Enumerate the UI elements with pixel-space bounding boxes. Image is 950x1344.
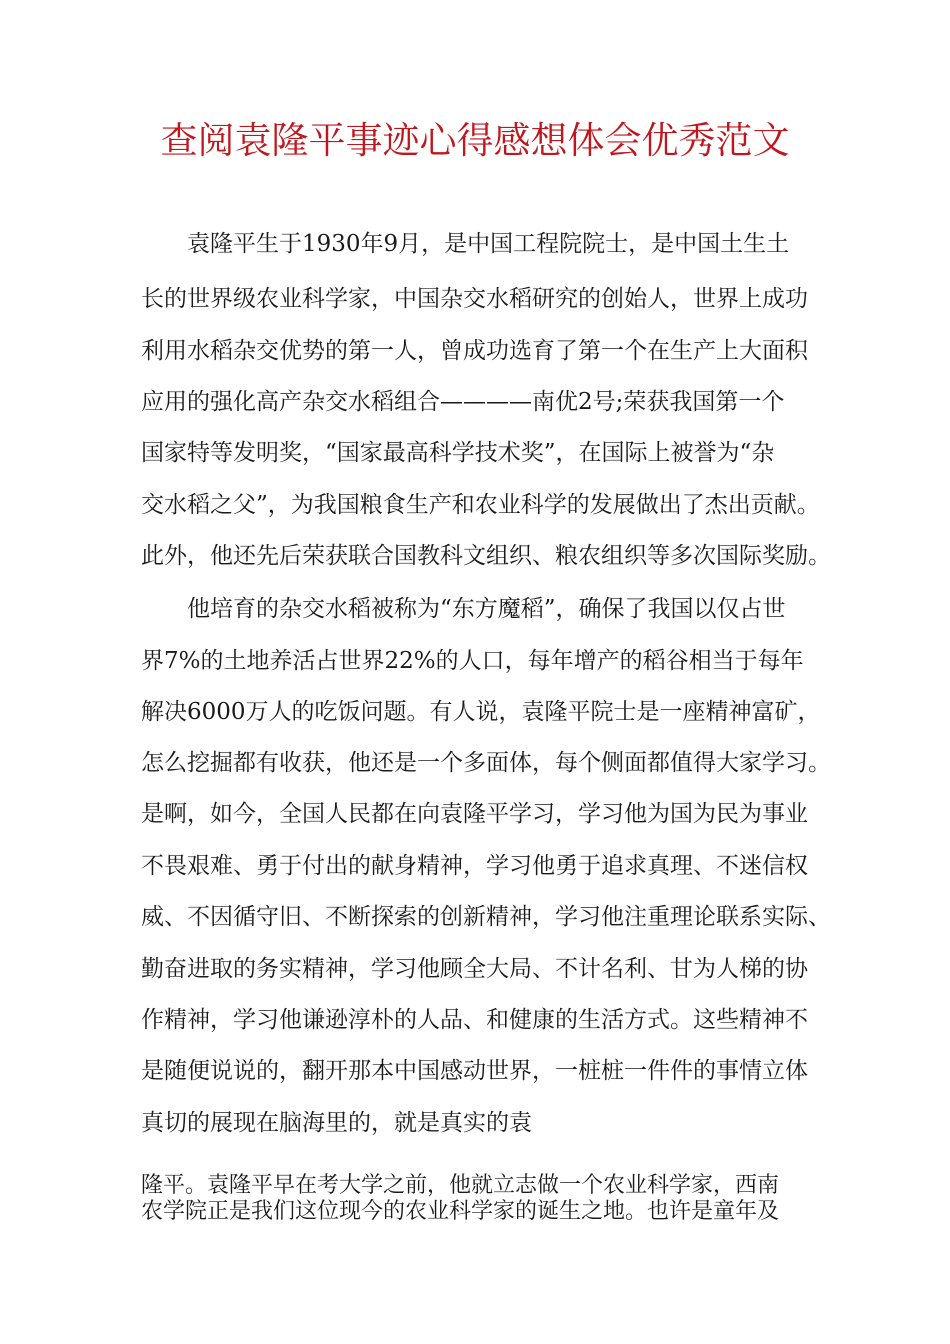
paragraph-line: 解决6000万人的吃饭问题。有人说，袁隆平院士是一座精神富矿，: [141, 699, 821, 725]
paragraph-line: 长的世界级农业科学家，中国杂交水稻研究的创始人，世界上成功: [141, 286, 808, 312]
document-title: 查阅袁隆平事迹心得感想体会优秀范文: [160, 119, 790, 162]
paragraph-line: 农学院正是我们这位现今的农业科学家的诞生之地。也许是童年及: [141, 1199, 780, 1224]
paragraph-line: 国家特等发明奖，“国家最高科学技术奖”，在国际上被誉为“杂: [141, 440, 775, 466]
paragraph-line: 袁隆平生于1930年9月，是中国工程院院士，是中国土生土: [187, 231, 790, 257]
paragraph-line: 利用水稻杂交优势的第一人，曾成功选育了第一个在生产上大面积: [141, 338, 808, 364]
paragraph-line: 是啊，如今，全国人民都在向袁隆平学习，学习他为国为民为事业: [141, 801, 808, 827]
paragraph-line: 是随便说说的，翻开那本中国感动世界，一桩桩一件件的事情立体: [141, 1058, 808, 1084]
paragraph-line: 交水稻之父”，为我国粮食生产和农业科学的发展做出了杰出贡献。: [141, 492, 820, 518]
paragraph-line: 隆平。袁隆平早在考大学之前，他就立志做一个农业科学家，西南: [141, 1173, 780, 1198]
paragraph-line: 作精神，学习他谦逊淳朴的人品、和健康的生活方式。这些精神不: [141, 1007, 808, 1033]
paragraph-line: 威、不因循守旧、不断探索的创新精神，学习他注重理论联系实际、: [141, 904, 831, 930]
paragraph-line: 此外，他还先后荣获联合国教科文组织、粮农组织等多次国际奖励。: [141, 543, 831, 569]
paragraph-line: 应用的强化高产杂交水稻组合————南优2号;荣获我国第一个: [141, 389, 785, 415]
paragraph-line: 他培育的杂交水稻被称为“东方魔稻”，确保了我国以仅占世: [187, 596, 786, 622]
paragraph-line: 不畏艰难、勇于付出的献身精神，学习他勇于追求真理、不迷信权: [141, 853, 808, 879]
paragraph-line: 真切的展现在脑海里的，就是真实的袁: [141, 1110, 532, 1136]
paragraph-line: 怎么挖掘都有收获，他还是一个多面体，每个侧面都值得大家学习。: [141, 750, 831, 776]
paragraph-line: 界7%的土地养活占世界22%的人口，每年增产的稻谷相当于每年: [141, 648, 804, 674]
paragraph-line: 勤奋进取的务实精神，学习他顾全大局、不计名利、甘为人梯的协: [141, 956, 808, 982]
